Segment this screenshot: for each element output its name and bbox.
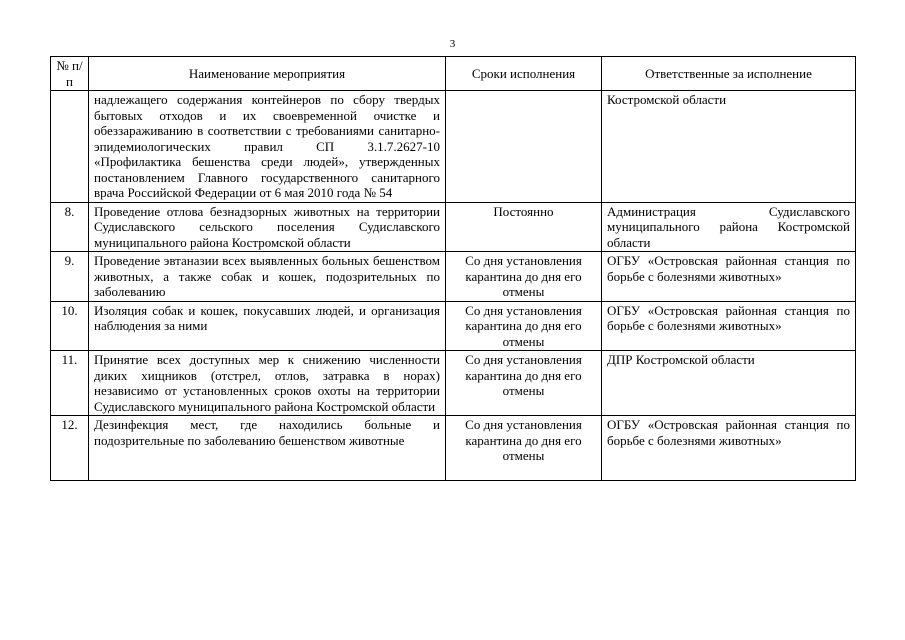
table-row [51, 252, 856, 302]
row-name: Дезинфекция мест, где находились больные и подозрительные по заболеванию бешенством животные [89, 416, 446, 481]
header-number: № п/п [51, 57, 89, 91]
table-body [51, 91, 856, 481]
table-row [51, 91, 856, 203]
table-row [51, 416, 856, 481]
header-deadline: Сроки исполнения [446, 57, 602, 91]
row-deadline: Со дня установления карантина до дня его отмены [446, 252, 602, 302]
row-responsible: Костромской области [602, 91, 856, 203]
header-responsible: Ответственные за исполнение [602, 57, 856, 91]
row-responsible: ОГБУ «Островская районная станция по борьбе с болезнями животных» [602, 252, 856, 302]
row-deadline: Постоянно [446, 202, 602, 252]
header-name: Наименование мероприятия [89, 57, 446, 91]
row-name: Проведение отлова безнадзорных животных на территории Судиславского сельского поселения Судиславского муниципального района Костромской области [89, 202, 446, 252]
measures-table [50, 56, 856, 481]
row-deadline: Со дня установления карантина до дня его отмены [446, 301, 602, 351]
row-name: надлежащего содержания контейнеров по сбору твердых бытовых отходов и их своевременной очистке и обеззараживанию в соответствии с требованиями санитарно-эпидемиологических правил СП 3.1.7.2627-10 «Профилактика бешенства среди людей», утвержденных постановлением Главного государственного санитарного врача Российской Федерации от 6 мая 2010 года № 54 [89, 91, 446, 203]
table-row [51, 301, 856, 351]
row-name: Изоляция собак и кошек, покусавших людей, и организация наблюдения за ними [89, 301, 446, 351]
header-row [51, 57, 856, 91]
row-responsible: ДПР Костромской области [602, 351, 856, 416]
row-deadline: Со дня установления карантина до дня его отмены [446, 416, 602, 481]
table-row [51, 351, 856, 416]
row-number: 12. [51, 416, 89, 481]
page-number: 3 [449, 38, 456, 50]
row-number: 9. [51, 252, 89, 302]
row-number: 8. [51, 202, 89, 252]
row-number [51, 91, 89, 203]
row-responsible: Администрация Судиславского муниципального района Костромской области [602, 202, 856, 252]
row-name: Проведение эвтаназии всех выявленных больных бешенством животных, а также собак и кошек, подозрительных по заболеванию [89, 252, 446, 302]
table-header [51, 57, 856, 91]
row-name: Принятие всех доступных мер к снижению численности диких хищников (отстрел, отлов, затравка в норах) независимо от установленных сроков охоты на территории Судиславского муниципального района Костромской области [89, 351, 446, 416]
row-deadline [446, 91, 602, 203]
table-row [51, 202, 856, 252]
row-responsible: ОГБУ «Островская районная станция по борьбе с болезнями животных» [602, 416, 856, 481]
row-deadline: Со дня установления карантина до дня его отмены [446, 351, 602, 416]
row-number: 10. [51, 301, 89, 351]
row-number: 11. [51, 351, 89, 416]
row-responsible: ОГБУ «Островская районная станция по борьбе с болезнями животных» [602, 301, 856, 351]
